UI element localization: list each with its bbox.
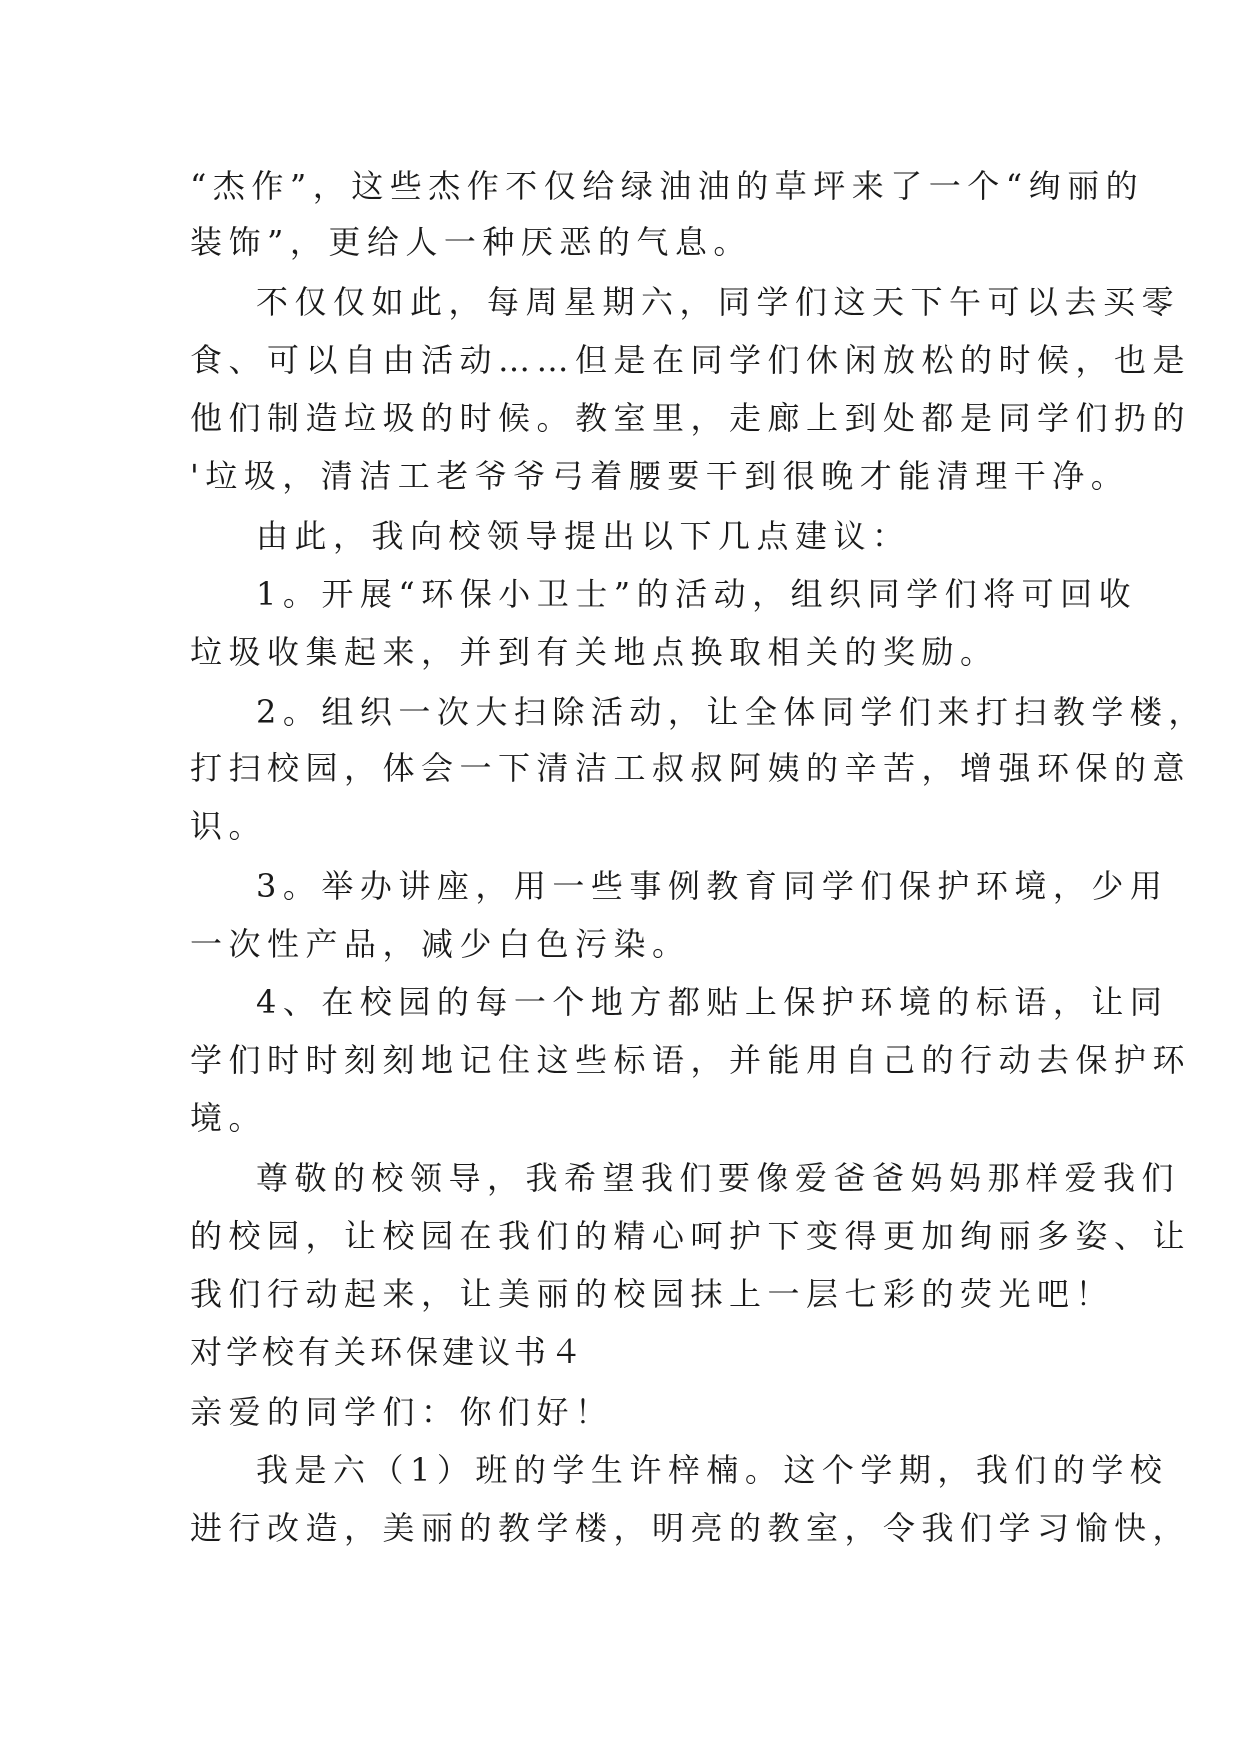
paragraph-first-line: 由此，我向校领导提出以下几点建议： <box>256 517 911 555</box>
paragraph-first-line: 4、在校园的每一个地方都贴上保护环境的标语，让同 <box>256 983 1169 1021</box>
body-text-line: '垃圾，清洁工老爷爷弓着腰要干到很晚才能清理干净。 <box>190 457 1130 495</box>
body-text-line: 境。 <box>190 1099 268 1137</box>
salutation: 亲爱的同学们：你们好！ <box>190 1393 614 1431</box>
body-text-line: 食、可以自由活动……但是在同学们休闲放松的时候，也是 <box>190 341 1192 379</box>
paragraph-first-line: 尊敬的校领导，我希望我们要像爱爸爸妈妈那样爱我们 <box>256 1159 1181 1197</box>
paragraph-first-line: 2。组织一次大扫除活动，让全体同学们来打扫教学楼， <box>256 693 1207 731</box>
body-text-line: 我们行动起来，让美丽的校园抹上一层七彩的荧光吧！ <box>190 1275 1115 1313</box>
paragraph-first-line: 我是六（1）班的学生许梓楠。这个学期，我们的学校 <box>256 1451 1169 1489</box>
body-text-line: 的校园，让校园在我们的精心呵护下变得更加绚丽多姿、让 <box>190 1217 1192 1255</box>
body-text-line: 进行改造，美丽的教学楼，明亮的教室，令我们学习愉快， <box>190 1509 1192 1547</box>
body-text-line: 垃圾收集起来，并到有关地点换取相关的奖励。 <box>190 633 999 671</box>
paragraph-first-line: 不仅仅如此，每周星期六，同学们这天下午可以去买零 <box>256 283 1181 321</box>
body-text-line: “杰作”，这些杰作不仅给绿油油的草坪来了一个“绚丽的 <box>190 167 1145 205</box>
paragraph-first-line: 3。举办讲座，用一些事例教育同学们保护环境，少用 <box>256 867 1169 905</box>
body-text-line: 打扫校园，体会一下清洁工叔叔阿姨的辛苦，增强环保的意 <box>190 749 1192 787</box>
body-text-line: 他们制造垃圾的时候。教室里，走廊上到处都是同学们扔的 <box>190 399 1192 437</box>
body-text-line: 识。 <box>190 807 268 845</box>
body-text-line: 装饰”，更给人一种厌恶的气息。 <box>190 223 752 261</box>
body-text-line: 学们时时刻刻地记住这些标语，并能用自己的行动去保护环 <box>190 1041 1192 1079</box>
body-text-line: 一次性产品，减少白色污染。 <box>190 925 691 963</box>
section-heading: 对学校有关环保建议书４ <box>190 1333 587 1371</box>
paragraph-first-line: 1。开展“环保小卫士”的活动，组织同学们将可回收 <box>256 575 1138 613</box>
